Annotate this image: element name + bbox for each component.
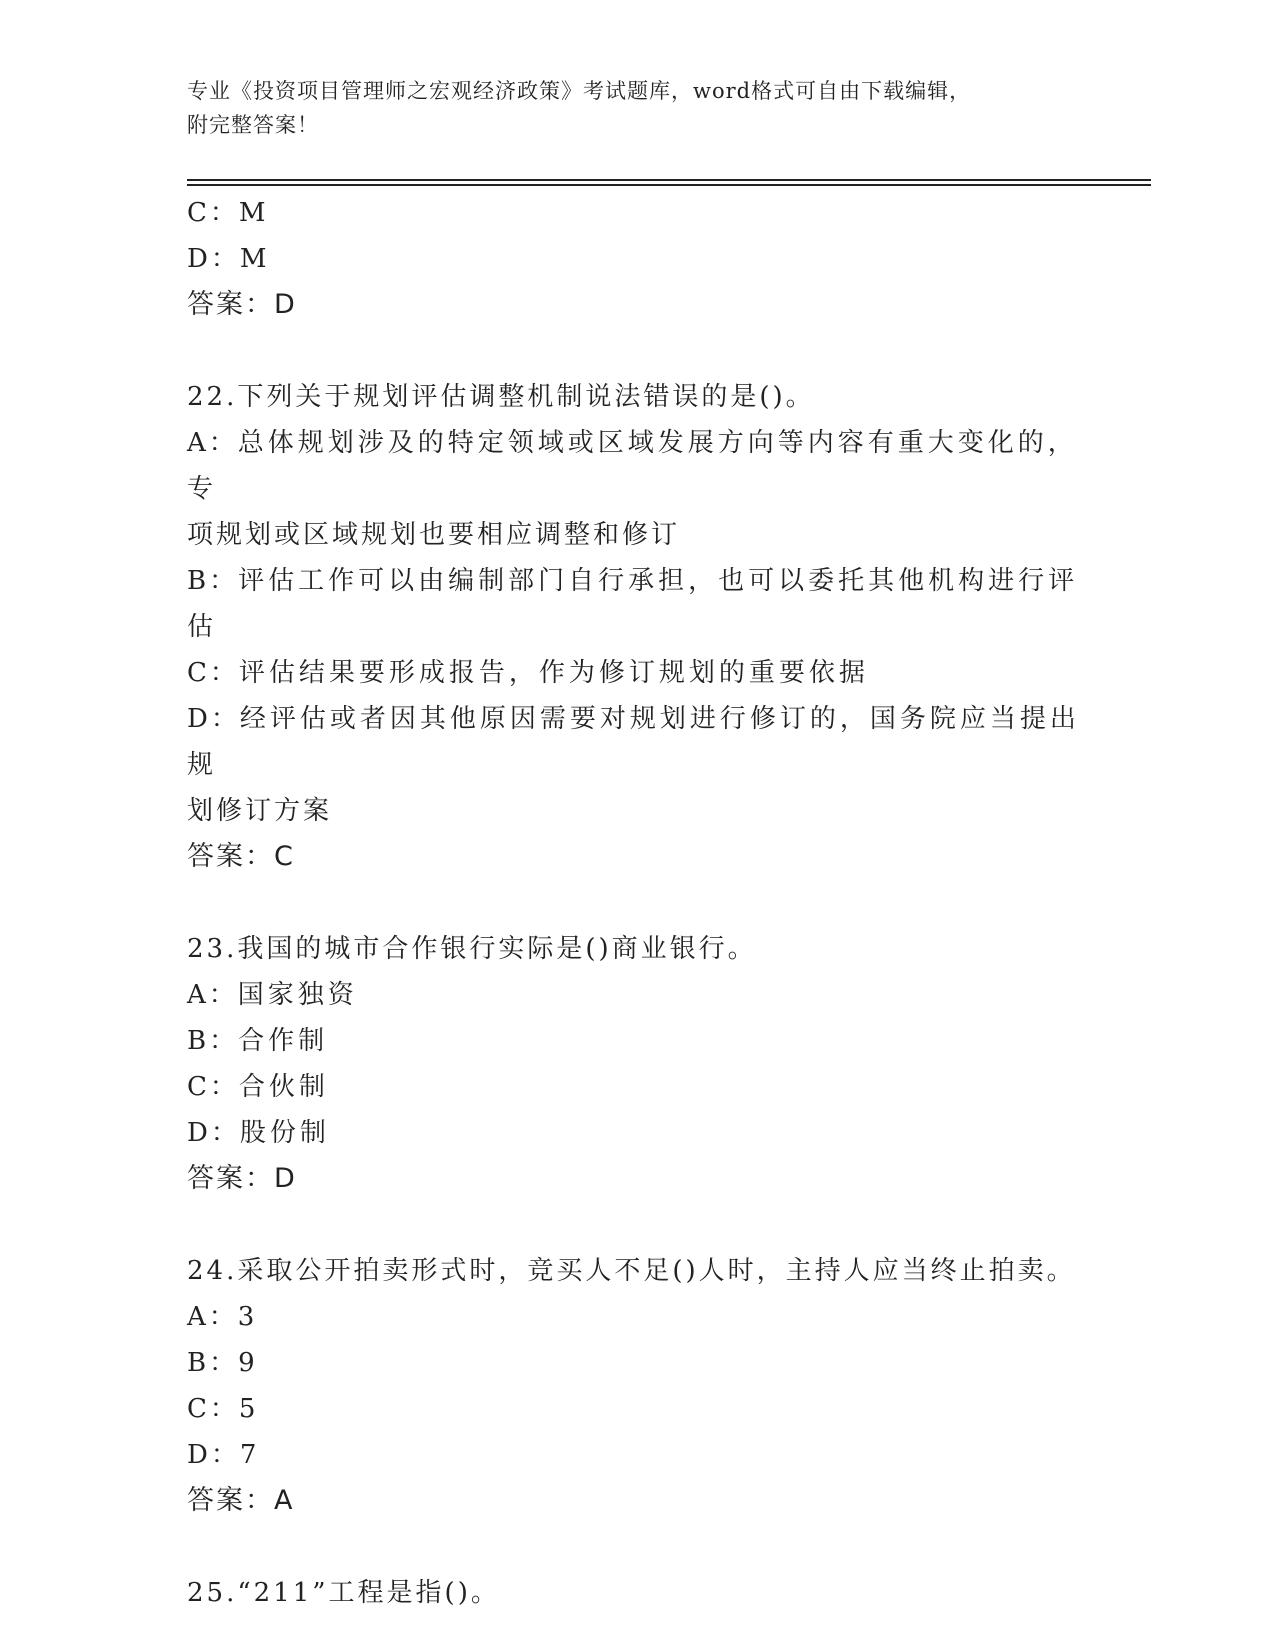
option-continuation: 划修订方案 [187, 796, 333, 826]
question-list [187, 190, 1087, 1616]
option-line [187, 1018, 1087, 1064]
question-stem: 23.我国的城市合作银行实际是()商业银行。 [187, 934, 757, 964]
option-label: C： [187, 1072, 239, 1102]
question-stem: 25.“211”工程是指()。 [187, 1578, 500, 1608]
option-label: D： [187, 704, 240, 734]
option-text: 3 [237, 1302, 259, 1332]
option-text: 总体规划涉及的特定领域或区域发展方向等内容有重大变化的，专 [187, 428, 1078, 504]
option-line [187, 1432, 1087, 1478]
spacer [187, 880, 1087, 926]
option-label: B： [187, 1026, 239, 1056]
question-stem: 22.下列关于规划评估调整机制说法错误的是()。 [187, 382, 815, 412]
spacer [187, 328, 1087, 374]
option-label: D： [187, 1118, 240, 1148]
page-header [187, 74, 1087, 142]
option-text: M [238, 198, 270, 228]
option-continuation: 项规划或区域规划也要相应调整和修订 [187, 520, 681, 550]
answer-line: 答案：C [187, 841, 295, 872]
spacer [187, 1524, 1087, 1570]
option-line [187, 1386, 1087, 1432]
option-text: 5 [238, 1394, 260, 1424]
option-text: M [239, 244, 271, 274]
option-line [187, 236, 1087, 282]
option-label: B： [187, 566, 239, 596]
spacer [187, 1202, 1087, 1248]
option-line [187, 558, 1087, 650]
option-text: 合作制 [238, 1026, 329, 1056]
header-divider-top [187, 179, 1151, 181]
option-label: C： [187, 658, 239, 688]
option-label: A： [187, 980, 238, 1010]
option-line [187, 420, 1087, 512]
option-line [187, 650, 1087, 696]
option-line [187, 972, 1087, 1018]
header-divider-bottom [187, 184, 1151, 186]
option-label: A： [187, 1302, 238, 1332]
option-label: B： [187, 1348, 239, 1378]
option-label: D： [187, 244, 240, 274]
option-text: 9 [238, 1348, 259, 1378]
answer-line: 答案：D [187, 1163, 297, 1194]
option-line [187, 1110, 1087, 1156]
header-line-1: 专业《投资项目管理师之宏观经济政策》考试题库，word格式可自由下载编辑， [187, 79, 972, 103]
option-line [187, 1064, 1087, 1110]
option-text: 评估结果要形成报告，作为修订规划的重要依据 [238, 658, 869, 688]
option-label: A： [187, 428, 238, 458]
header-line-2: 附完整答案！ [187, 113, 319, 137]
option-line [187, 696, 1087, 788]
question-stem: 24.采取公开拍卖形式时，竞买人不足()人时，主持人应当终止拍卖。 [187, 1256, 1076, 1286]
option-line [187, 1340, 1087, 1386]
answer-line: 答案：A [187, 1485, 295, 1516]
option-label: C： [187, 1394, 239, 1424]
option-text: 7 [239, 1440, 261, 1470]
option-line [187, 1294, 1087, 1340]
option-text: 经评估或者因其他原因需要对规划进行修订的，国务院应当提出规 [187, 704, 1080, 780]
answer-line: 答案：D [187, 289, 297, 320]
option-text: 国家独资 [237, 980, 358, 1010]
option-line [187, 190, 1087, 236]
option-label: C： [187, 198, 239, 228]
option-text: 合伙制 [238, 1072, 329, 1102]
option-text: 评估工作可以由编制部门自行承担，也可以委托其他机构进行评估 [187, 566, 1079, 642]
option-label: D： [187, 1440, 240, 1470]
option-text: 股份制 [239, 1118, 330, 1148]
